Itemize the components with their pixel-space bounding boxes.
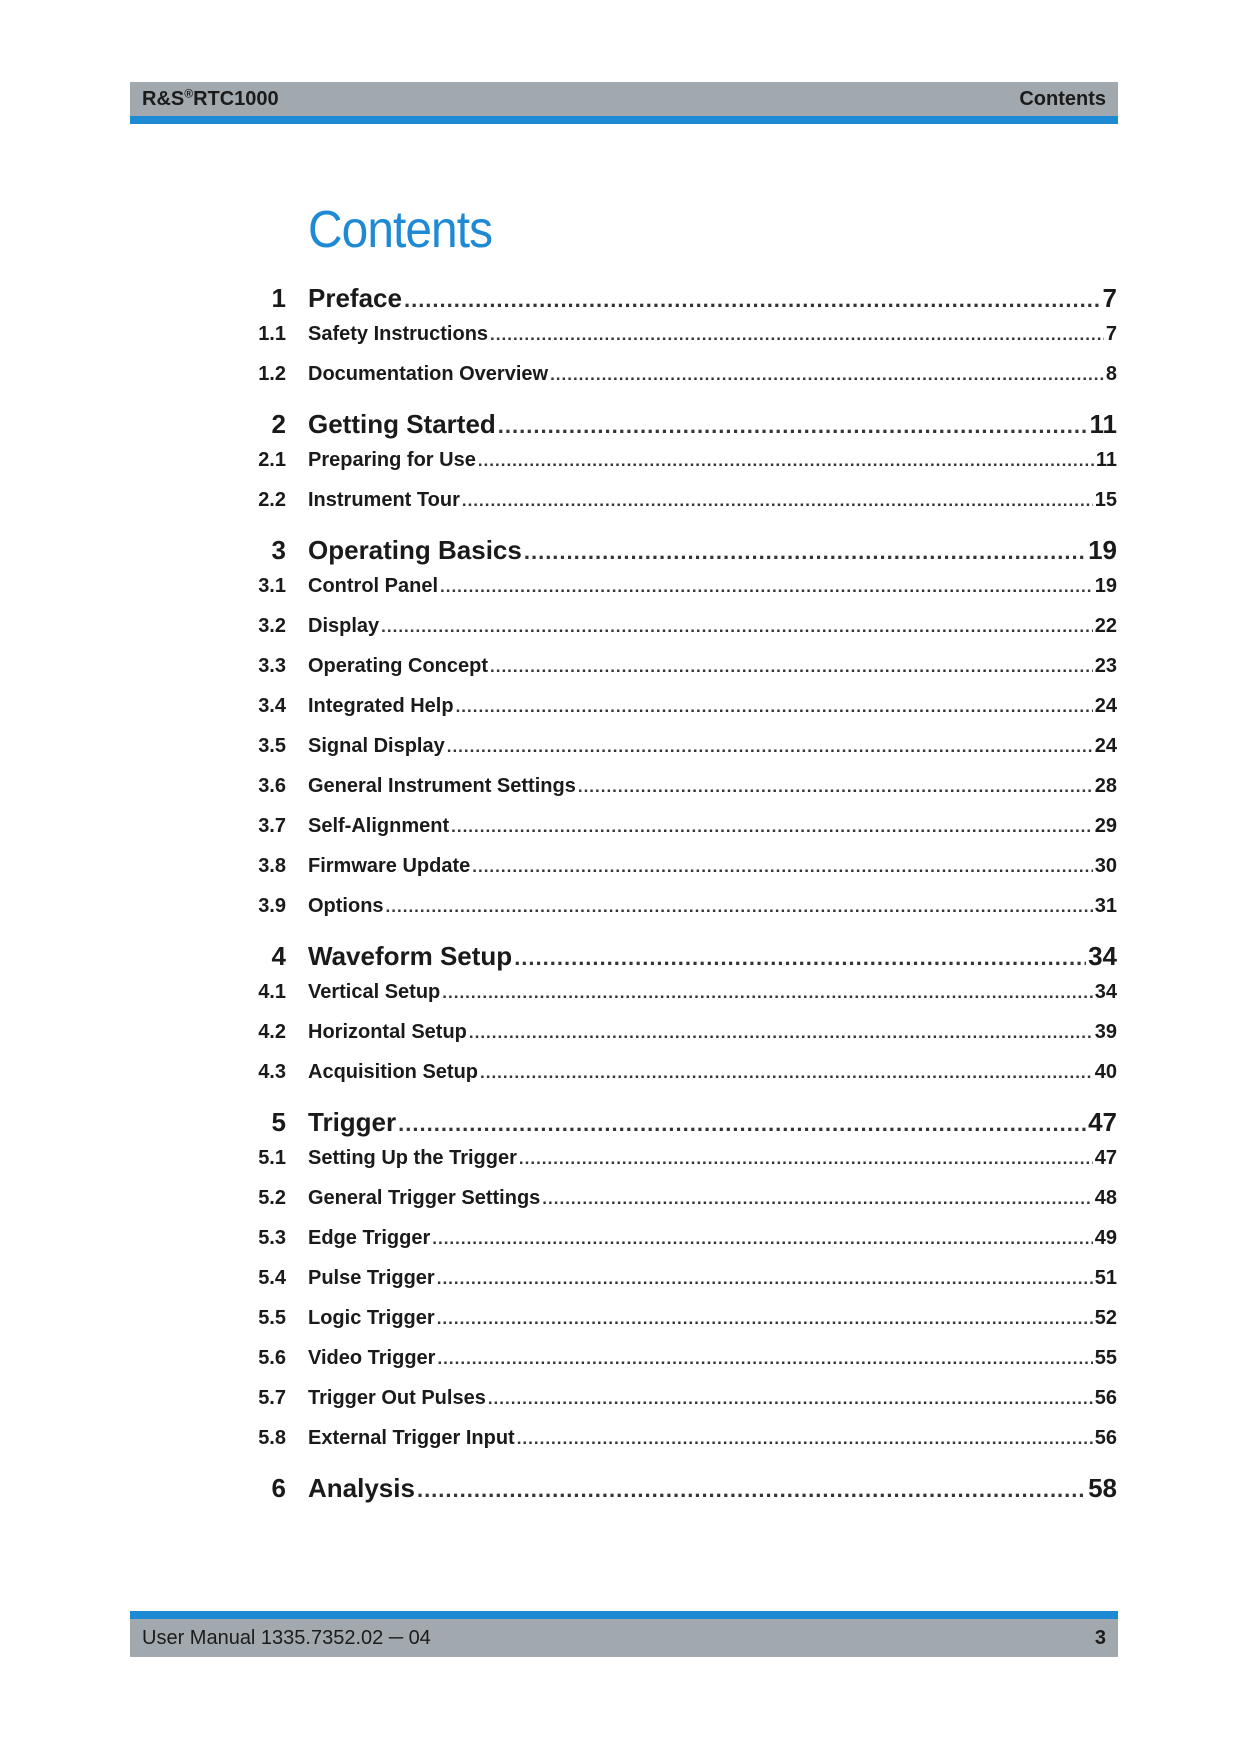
toc-page-number[interactable]: 58: [1088, 1473, 1117, 1503]
toc-section[interactable]: [250, 655, 1117, 678]
toc-title[interactable]: Operating Basics: [308, 535, 522, 565]
toc-page-number[interactable]: 8: [1105, 363, 1117, 385]
toc-page-number[interactable]: 55: [1094, 1347, 1117, 1369]
toc-section[interactable]: [250, 1347, 1117, 1370]
toc-page-number[interactable]: 11: [1095, 449, 1117, 471]
toc-page-number[interactable]: 7: [1102, 283, 1117, 313]
header-product: [142, 88, 279, 111]
toc-number: 3.3: [258, 655, 286, 677]
toc-section[interactable]: [250, 323, 1117, 346]
toc-number: 3.6: [258, 775, 286, 797]
toc-title[interactable]: Signal Display: [308, 735, 445, 757]
toc-title[interactable]: Self-Alignment: [308, 815, 450, 837]
header-section: Contents: [1019, 88, 1106, 110]
toc-section[interactable]: [250, 735, 1117, 758]
toc-title[interactable]: Trigger Out Pulses: [308, 1387, 486, 1409]
toc-page-number[interactable]: 34: [1088, 941, 1117, 971]
toc-page-number[interactable]: 28: [1094, 775, 1117, 797]
toc-number: 5.8: [258, 1427, 286, 1449]
toc-number: 1.1: [258, 323, 286, 345]
toc-dot-leader: [480, 1063, 1093, 1083]
toc-chapter[interactable]: [250, 1107, 1117, 1138]
toc-number: 2.2: [258, 489, 286, 511]
toc-number: 5.1: [258, 1147, 286, 1169]
toc-title[interactable]: Control Panel: [308, 575, 439, 597]
toc-page-number[interactable]: 47: [1094, 1147, 1117, 1169]
toc-number: 3.8: [258, 855, 286, 877]
toc-title[interactable]: Pulse Trigger: [308, 1267, 435, 1289]
toc-page-number[interactable]: 56: [1094, 1427, 1117, 1449]
header-rule: [130, 116, 1118, 124]
toc-section[interactable]: [250, 1147, 1117, 1170]
toc-section[interactable]: [250, 775, 1117, 798]
toc-title[interactable]: Setting Up the Trigger: [308, 1147, 517, 1169]
toc-dot-leader: [469, 1023, 1093, 1043]
toc-dot-leader: [498, 413, 1088, 439]
product-name: RTC1000: [193, 88, 279, 110]
toc-number: 5.7: [258, 1387, 286, 1409]
toc-number: 2.1: [258, 449, 286, 471]
toc-dot-leader: [437, 1309, 1093, 1329]
toc-page-number[interactable]: 52: [1094, 1307, 1117, 1329]
toc-chapter[interactable]: [250, 941, 1117, 972]
toc-page-number[interactable]: 29: [1094, 815, 1117, 837]
toc-dot-leader: [437, 1269, 1093, 1289]
toc-page-number[interactable]: 7: [1105, 323, 1117, 345]
toc-dot-leader: [437, 1349, 1092, 1369]
toc-number: 5.5: [258, 1307, 286, 1329]
toc-number: 3.2: [258, 615, 286, 637]
toc-dot-leader: [447, 737, 1093, 757]
toc-section[interactable]: [250, 489, 1117, 512]
page-footer: [130, 1611, 1118, 1657]
toc-page-number[interactable]: 19: [1094, 575, 1117, 597]
toc-dot-leader: [578, 777, 1093, 797]
toc-dot-leader: [404, 287, 1101, 313]
toc-dot-leader: [381, 617, 1093, 637]
toc-title[interactable]: Analysis: [308, 1473, 415, 1503]
toc-dot-leader: [478, 451, 1094, 471]
toc-number: 5.3: [258, 1227, 286, 1249]
toc-dot-leader: [432, 1229, 1093, 1249]
toc-number: 4: [271, 941, 286, 971]
toc-page-number[interactable]: 47: [1088, 1107, 1117, 1137]
toc-title[interactable]: Trigger: [308, 1107, 397, 1137]
toc-chapter[interactable]: [250, 1473, 1117, 1504]
toc-number: 3.7: [258, 815, 286, 837]
toc-number: 5.4: [258, 1267, 286, 1289]
toc-page-number[interactable]: 22: [1094, 615, 1117, 637]
toc-number: 3.1: [258, 575, 286, 597]
toc-section[interactable]: [250, 615, 1117, 638]
toc-title[interactable]: General Trigger Settings: [308, 1187, 541, 1209]
toc-number: 4.3: [258, 1061, 286, 1083]
toc-page-number[interactable]: 19: [1088, 535, 1117, 565]
toc-title[interactable]: Safety Instructions: [308, 323, 489, 345]
toc-title[interactable]: External Trigger Input: [308, 1427, 515, 1449]
toc-dot-leader: [462, 491, 1093, 511]
toc-title[interactable]: Video Trigger: [308, 1347, 436, 1369]
toc-number: 6: [271, 1473, 286, 1503]
toc-number: 3: [271, 535, 286, 565]
toc-number: 2: [271, 409, 286, 439]
toc-title[interactable]: Waveform Setup: [308, 941, 513, 971]
page-header: [130, 82, 1118, 124]
toc-title[interactable]: Horizontal Setup: [308, 1021, 467, 1043]
registered-mark: ®: [184, 86, 194, 101]
toc-section[interactable]: [250, 575, 1117, 598]
toc-section[interactable]: [250, 855, 1117, 878]
toc-page-number[interactable]: 56: [1094, 1387, 1117, 1409]
toc-chapter[interactable]: [250, 283, 1117, 314]
toc-dot-leader: [524, 539, 1086, 565]
toc-section[interactable]: [250, 1227, 1117, 1250]
toc-page-number[interactable]: 30: [1094, 855, 1117, 877]
toc-number: 3.4: [258, 695, 286, 717]
toc-section[interactable]: [250, 1187, 1117, 1210]
toc-number: 1: [271, 283, 286, 313]
toc-title[interactable]: Operating Concept: [308, 655, 489, 677]
toc-section[interactable]: [250, 1061, 1117, 1084]
toc-number: 1.2: [258, 363, 286, 385]
toc-section[interactable]: [250, 1021, 1117, 1044]
toc-dot-leader: [542, 1189, 1092, 1209]
toc-dot-leader: [398, 1111, 1086, 1137]
toc-dot-leader: [519, 1149, 1093, 1169]
footer-page-number: 3: [1094, 1627, 1106, 1649]
toc-dot-leader: [472, 857, 1092, 877]
toc-page-number[interactable]: 40: [1094, 1061, 1117, 1083]
toc-page-number[interactable]: 34: [1094, 981, 1117, 1003]
toc-title[interactable]: Vertical Setup: [308, 981, 441, 1003]
footer-manual-id: User Manual 1335.7352.02 ─ 04: [142, 1627, 431, 1649]
product-prefix: R&S: [142, 88, 185, 110]
toc-dot-leader: [442, 983, 1092, 1003]
toc-page-number[interactable]: 39: [1094, 1021, 1117, 1043]
toc-dot-leader: [440, 577, 1093, 597]
toc-dot-leader: [451, 817, 1093, 837]
toc-title[interactable]: Documentation Overview: [308, 363, 549, 385]
toc-title[interactable]: Firmware Update: [308, 855, 471, 877]
toc-title[interactable]: Integrated Help: [308, 695, 454, 717]
toc-title[interactable]: Logic Trigger: [308, 1307, 435, 1329]
toc-dot-leader: [517, 1429, 1093, 1449]
toc-page-number[interactable]: 31: [1094, 895, 1117, 917]
toc-page-number[interactable]: 24: [1094, 695, 1117, 717]
toc-dot-leader: [456, 697, 1093, 717]
toc-title[interactable]: Preface: [308, 283, 402, 313]
toc-title[interactable]: Display: [308, 615, 380, 637]
toc-page-number[interactable]: 15: [1094, 489, 1117, 511]
toc-title[interactable]: Edge Trigger: [308, 1227, 431, 1249]
toc-number: 4.1: [258, 981, 286, 1003]
toc-dot-leader: [550, 365, 1104, 385]
toc-section[interactable]: [250, 449, 1117, 472]
toc-section[interactable]: [250, 1307, 1117, 1330]
page-title: Contents: [308, 201, 493, 259]
toc-page-number[interactable]: 49: [1094, 1227, 1117, 1249]
toc-number: 5.2: [258, 1187, 286, 1209]
toc-dot-leader: [417, 1477, 1086, 1503]
toc-number: 3.5: [258, 735, 286, 757]
footer-rule: [130, 1611, 1118, 1619]
toc-number: 4.2: [258, 1021, 286, 1043]
toc-section[interactable]: [250, 363, 1117, 386]
toc-page-number[interactable]: 24: [1094, 735, 1117, 757]
toc-section[interactable]: [250, 895, 1117, 918]
toc-title[interactable]: Acquisition Setup: [308, 1061, 478, 1083]
toc-section[interactable]: [250, 695, 1117, 718]
toc-title[interactable]: Preparing for Use: [308, 449, 476, 471]
toc-page-number[interactable]: 11: [1089, 409, 1117, 439]
toc-page-number[interactable]: 23: [1094, 655, 1117, 677]
toc-title[interactable]: Instrument Tour: [308, 489, 460, 511]
toc-dot-leader: [386, 897, 1093, 917]
toc-dot-leader: [490, 657, 1093, 677]
toc-chapter[interactable]: [250, 535, 1117, 566]
toc-title[interactable]: Options: [308, 895, 384, 917]
toc-section[interactable]: [250, 1387, 1117, 1410]
toc-number: 5.6: [258, 1347, 286, 1369]
toc-dot-leader: [488, 1389, 1093, 1409]
toc-section[interactable]: [250, 1267, 1117, 1290]
toc-page-number[interactable]: 48: [1094, 1187, 1117, 1209]
toc-title[interactable]: Getting Started: [308, 409, 496, 439]
toc-dot-leader: [490, 325, 1104, 345]
toc-number: 5: [271, 1107, 286, 1137]
toc-page-number[interactable]: 51: [1094, 1267, 1117, 1289]
toc-number: 3.9: [258, 895, 286, 917]
toc-title[interactable]: General Instrument Settings: [308, 775, 576, 797]
toc-dot-leader: [514, 945, 1086, 971]
toc-section[interactable]: [250, 815, 1117, 838]
toc-chapter[interactable]: [250, 409, 1117, 440]
toc-section[interactable]: [250, 981, 1117, 1004]
toc-section[interactable]: [250, 1427, 1117, 1450]
